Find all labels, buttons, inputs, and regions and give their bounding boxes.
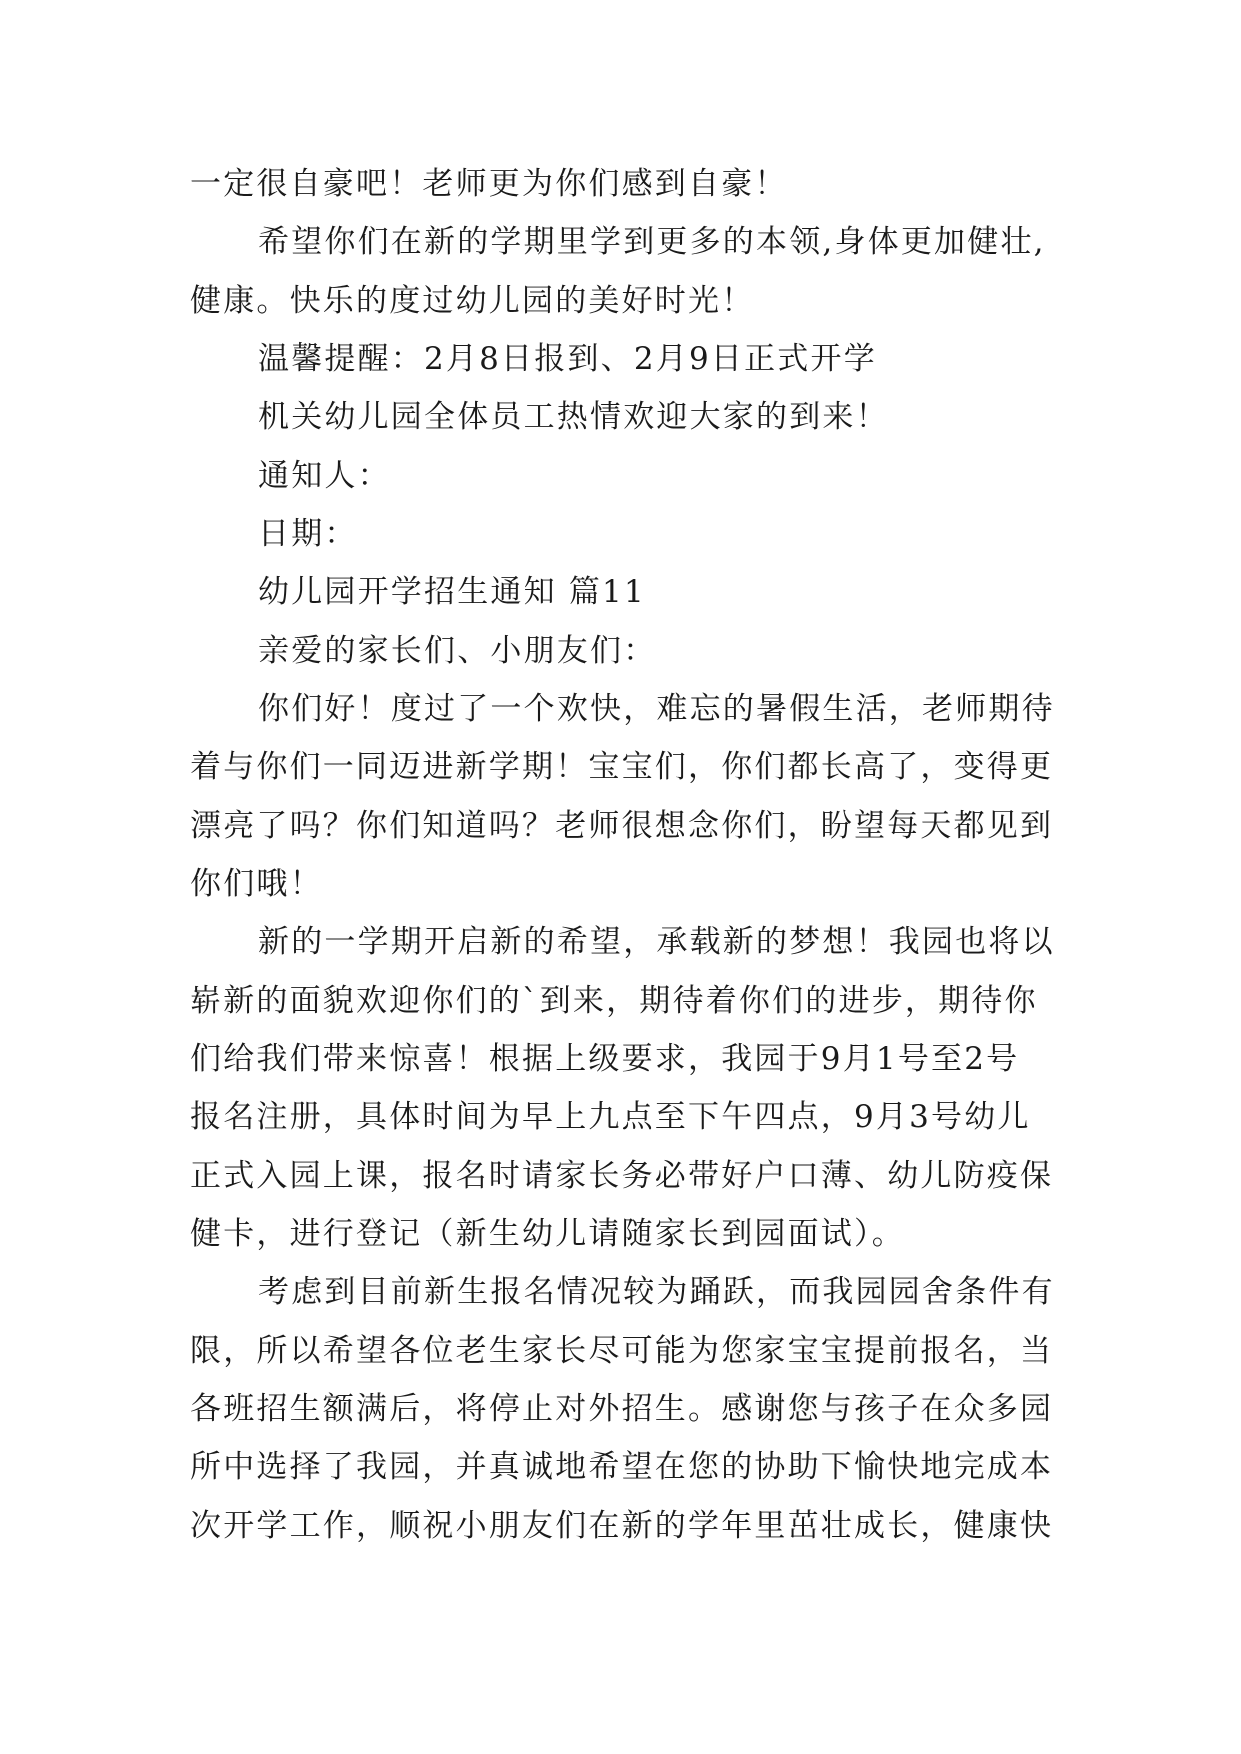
text-line: 崭新的面貌欢迎你们的`到来，期待着你们的进步，期待你 bbox=[190, 983, 1038, 1019]
text-line: 次开学工作，顺祝小朋友们在新的学年里茁壮成长，健康快 bbox=[190, 1508, 1054, 1544]
text-line: 漂亮了吗？你们知道吗？老师很想念你们，盼望每天都见到 bbox=[190, 808, 1054, 844]
paragraph-start: 考虑到目前新生报名情况较为踊跃，而我园园舍条件有 bbox=[258, 1274, 1055, 1310]
text-line: 限，所以希望各位老生家长尽可能为您家宝宝提前报名，当 bbox=[190, 1333, 1054, 1369]
text-line: 着与你们一同迈进新学期！宝宝们，你们都长高了，变得更 bbox=[190, 749, 1054, 785]
paragraph-start: 希望你们在新的学期里学到更多的本领,身体更加健壮, bbox=[258, 224, 1046, 260]
text-line: 各班招生额满后，将停止对外招生。感谢您与孩子在众多园 bbox=[190, 1391, 1054, 1427]
date-label: 日期： bbox=[258, 516, 358, 552]
welcome-line: 机关幼儿园全体员工热情欢迎大家的到来！ bbox=[258, 399, 889, 435]
text-line: 健康。快乐的度过幼儿园的美好时光！ bbox=[190, 283, 755, 319]
reminder-line: 温馨提醒：2月8日报到、2月9日正式开学 bbox=[258, 341, 877, 377]
text-line: 你们哦！ bbox=[190, 866, 323, 902]
notifier-label: 通知人： bbox=[258, 458, 391, 494]
text-line: 一定很自豪吧！老师更为你们感到自豪！ bbox=[190, 166, 788, 202]
greeting-line: 亲爱的家长们、小朋友们： bbox=[258, 633, 657, 669]
text-line: 所中选择了我园，并真诚地希望在您的协助下愉快地完成本 bbox=[190, 1449, 1054, 1485]
paragraph-start: 你们好！度过了一个欢快，难忘的暑假生活，老师期待 bbox=[258, 691, 1055, 727]
section-heading: 幼儿园开学招生通知 篇11 bbox=[258, 574, 646, 610]
text-line: 正式入园上课，报名时请家长务必带好户口薄、幼儿防疫保 bbox=[190, 1158, 1054, 1194]
paragraph-start: 新的一学期开启新的希望，承载新的梦想！我园也将以 bbox=[258, 924, 1055, 960]
text-line: 们给我们带来惊喜！根据上级要求，我园于9月1号至2号 bbox=[190, 1041, 1020, 1077]
text-line: 报名注册，具体时间为早上九点至下午四点，9月3号幼儿 bbox=[190, 1099, 1031, 1135]
text-line: 健卡，进行登记（新生幼儿请随家长到园面试）。 bbox=[190, 1216, 905, 1252]
